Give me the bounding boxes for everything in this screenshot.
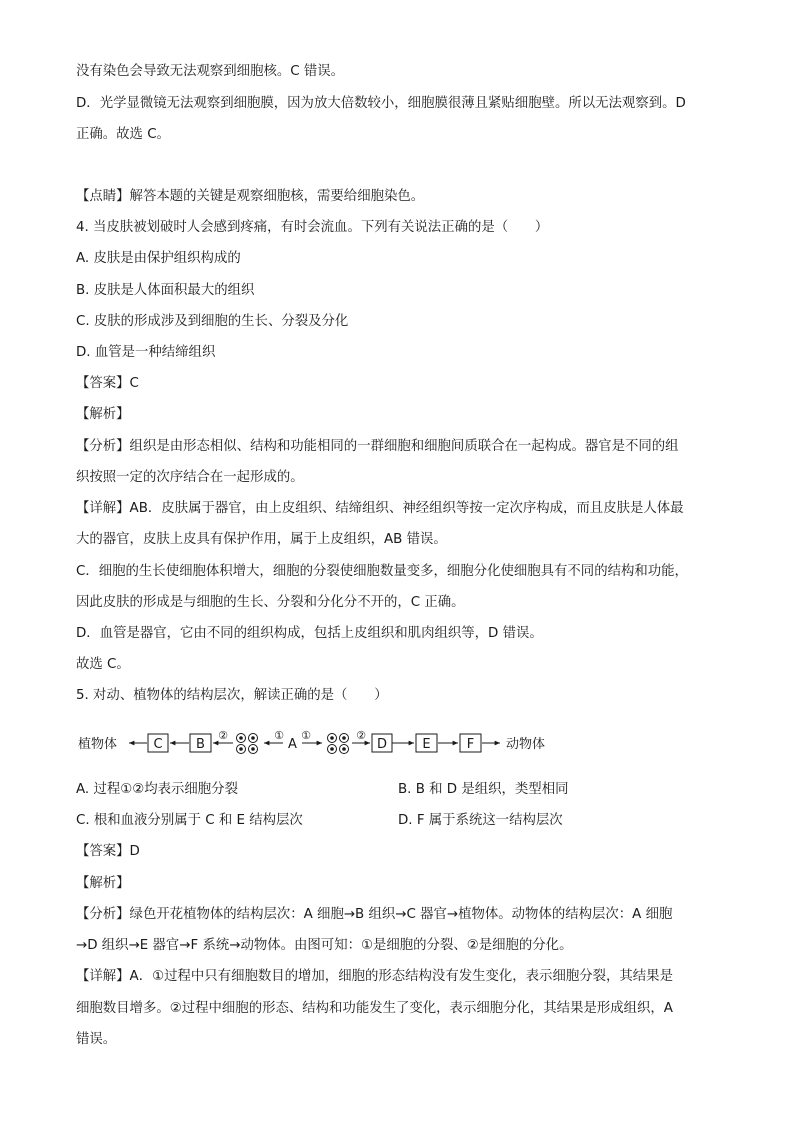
q4-analysis-line: 因此皮肤的形成是与细胞的生长、分裂和分化分不开的，C 正确。 — [76, 595, 465, 610]
q4-analysis-line: 【分析】组织是由形态相似、结构和功能相同的一群细胞和细胞间质联合在一起构成。器官是不同的组 — [76, 439, 679, 454]
q5-analysis-line: 【详解】A．①过程中只有细胞数目的增加，细胞的形态结构没有发生变化，表示细胞分裂，其结果是 — [76, 969, 673, 984]
q4-analysis-line: 故选 C。 — [76, 657, 130, 672]
question-4-stem: 4. 当皮肤被划破时人会感到疼痛，有时会流血。下列有关说法正确的是（ ） — [76, 220, 549, 235]
q5-answer: 【答案】D — [76, 844, 140, 859]
q4-analysis-line: 【详解】AB．皮肤属于器官，由上皮组织、结缔组织、神经组织等按一定次序构成，而且皮肤是人体最 — [76, 501, 684, 516]
plant-label: 植物体 — [78, 737, 118, 752]
q4-analysis-title: 【解析】 — [76, 407, 130, 422]
q5-option-b: B. B 和 D 是组织，类型相同 — [398, 782, 569, 797]
process-mark-1: ① — [301, 729, 311, 742]
question-5-stem: 5. 对动、植物体的结构层次，解读正确的是（ ） — [76, 688, 388, 703]
q4-analysis-line: C．细胞的生长使细胞体积增大，细胞的分裂使细胞数量变多，细胞分化使细胞具有不同的结构和功能， — [76, 564, 688, 579]
text-line: 正确。故选 C。 — [76, 127, 170, 142]
q4-option-c: C. 皮肤的形成涉及到细胞的生长、分裂及分化 — [76, 314, 349, 329]
q4-analysis-line: D．血管是器官，它由不同的组织构成，包括上皮组织和肌肉组织等，D 错误。 — [76, 626, 543, 641]
q5-option-a: A. 过程①②均表示细胞分裂 — [76, 782, 238, 797]
box-b-label: B — [196, 737, 205, 752]
cell-cluster-icon — [328, 734, 349, 754]
q5-analysis-line: 【分析】绿色开花植物体的结构层次：A 细胞→B 组织→C 器官→植物体。动物体的结构层次：A 细胞 — [76, 907, 673, 922]
box-f-label: F — [466, 737, 475, 752]
q4-answer: 【答案】C — [76, 376, 139, 391]
q5-option-d: D. F 属于系统这一结构层次 — [398, 813, 563, 828]
q5-analysis-line: 错误。 — [76, 1032, 117, 1047]
q4-option-a: A. 皮肤是由保护组织构成的 — [76, 251, 241, 266]
animal-label: 动物体 — [506, 737, 546, 752]
box-c-label: C — [153, 737, 163, 752]
q5-analysis-line: →D 组织→E 器官→F 系统→动物体。由图可知：①是细胞的分裂、②是细胞的分化。 — [76, 938, 573, 953]
cell-a-label: A — [288, 737, 297, 752]
box-d-label: D — [376, 737, 388, 752]
process-mark-1: ① — [274, 729, 284, 742]
text-line: 没有染色会导致无法观察到细胞核。C 错误。 — [76, 64, 345, 79]
q5-option-c: C. 根和血液分别属于 C 和 E 结构层次 — [76, 813, 303, 828]
process-mark-2: ② — [356, 729, 366, 742]
cell-cluster-icon — [237, 734, 258, 754]
tip-line: 【点睛】解答本题的关键是观察细胞核，需要给细胞染色。 — [76, 189, 425, 204]
q5-analysis-line: 细胞数目增多。②过程中细胞的形态、结构和功能发生了变化，表示细胞分化，其结果是形成组织，A — [76, 1001, 673, 1016]
structure-level-diagram — [78, 728, 578, 762]
q4-analysis-line: 织按照一定的次序结合在一起形成的。 — [76, 470, 304, 485]
process-mark-2: ② — [218, 729, 228, 742]
q4-option-d: D. 血管是一种结缔组织 — [76, 345, 216, 360]
box-e-label: E — [422, 737, 431, 752]
text-line: D．光学显微镜无法观察到细胞膜，因为放大倍数较小，细胞膜很薄且紧贴细胞壁。所以无法观察到。D — [76, 96, 686, 111]
q4-analysis-line: 大的器官，皮肤上皮具有保护作用，属于上皮组织，AB 错误。 — [76, 532, 447, 547]
q5-analysis-title: 【解析】 — [76, 876, 130, 891]
q4-option-b: B. 皮肤是人体面积最大的组织 — [76, 283, 255, 298]
